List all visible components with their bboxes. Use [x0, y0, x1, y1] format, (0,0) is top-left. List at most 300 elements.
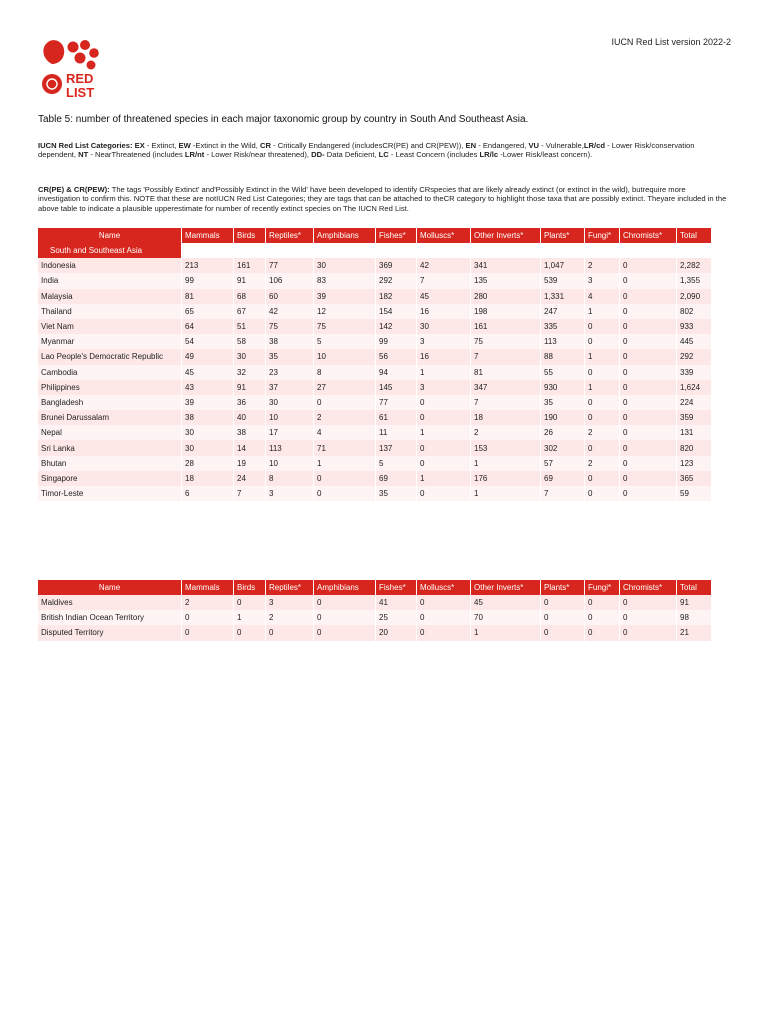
table-cell: 7: [234, 486, 266, 501]
table-cell: 0: [585, 471, 620, 486]
table-cell: 4: [314, 425, 376, 440]
table-cell: 0: [417, 595, 471, 610]
table-cell: 302: [541, 440, 585, 455]
table-cell: 161: [234, 258, 266, 273]
country-name: Timor-Leste: [38, 486, 182, 501]
table-cell: 0: [417, 440, 471, 455]
note-text: - Lower Risk/conservation dependent,: [38, 141, 695, 160]
note-text: -Lower Risk/least concern).: [498, 150, 593, 160]
note-text: Data Deficient,: [324, 150, 379, 160]
country-name: Cambodia: [38, 365, 182, 380]
table-cell: 54: [182, 334, 234, 349]
table-cell: 58: [234, 334, 266, 349]
table-cell: 3: [417, 380, 471, 395]
table-cell: 190: [541, 410, 585, 425]
table-cell: 30: [182, 440, 234, 455]
column-header: Birds: [234, 228, 266, 243]
table-cell: 2: [585, 456, 620, 471]
table-cell: 81: [471, 365, 541, 380]
note-text: - NearThreatened (includes: [88, 150, 185, 160]
table-cell: 75: [471, 334, 541, 349]
table-cell: 2,282: [677, 258, 711, 273]
table-cell: 0: [585, 395, 620, 410]
table-cell: 365: [677, 471, 711, 486]
table-cell: 137: [376, 440, 417, 455]
table-cell: 1: [585, 304, 620, 319]
table-cell: 0: [620, 486, 677, 501]
table-cell: 1: [417, 471, 471, 486]
table-cell: 0: [620, 625, 677, 640]
table-cell: 60: [266, 289, 314, 304]
table-cell: 113: [541, 334, 585, 349]
table-cell: 0: [620, 610, 677, 625]
table-cell: 91: [234, 273, 266, 288]
table-row: [38, 273, 711, 288]
table-cell: 38: [234, 425, 266, 440]
table-cell: 2,090: [677, 289, 711, 304]
table-cell: 2: [266, 610, 314, 625]
table-cell: 292: [677, 349, 711, 364]
country-name: Singapore: [38, 471, 182, 486]
table-cell: 0: [585, 625, 620, 640]
table-cell: 142: [376, 319, 417, 334]
column-header: Name: [38, 580, 182, 595]
table-body: [38, 595, 711, 641]
table-cell: 0: [620, 334, 677, 349]
table-cell: 2: [585, 258, 620, 273]
table-cell: 2: [585, 425, 620, 440]
table-cell: 2: [314, 410, 376, 425]
table-cell: 61: [376, 410, 417, 425]
country-name: Thailand: [38, 304, 182, 319]
country-name: Malaysia: [38, 289, 182, 304]
table-cell: 30: [266, 395, 314, 410]
note-ex: EX: [134, 141, 145, 150]
table-cell: 182: [376, 289, 417, 304]
table-row: [38, 456, 711, 471]
table-row: [38, 486, 711, 501]
table-cell: 198: [471, 304, 541, 319]
table-cell: 0: [234, 625, 266, 640]
table-cell: 0: [314, 471, 376, 486]
note-text: - Lower Risk/near threatened),: [204, 150, 312, 160]
table-cell: 0: [182, 625, 234, 640]
table-row: [38, 625, 711, 640]
table-cell: 0: [417, 456, 471, 471]
note-text: - Least Concern (includes: [388, 150, 480, 160]
table-cell: 1: [471, 456, 541, 471]
table-cell: 27: [314, 380, 376, 395]
table-cell: 30: [234, 349, 266, 364]
logo-text-red: RED: [66, 71, 94, 86]
table-cell: 0: [585, 486, 620, 501]
table-cell: 75: [266, 319, 314, 334]
table-cell: 18: [471, 410, 541, 425]
note-lrcd: LR/cd: [583, 141, 605, 150]
table-cell: 10: [266, 410, 314, 425]
note-lrnt: LR/nt: [184, 150, 205, 160]
table-cell: 1,624: [677, 380, 711, 395]
table-cell: 3: [266, 486, 314, 501]
table-cell: 0: [234, 595, 266, 610]
page-title: Table 5: number of threatened species in each major taxonomic group by country in South And Southeast Asia.: [38, 114, 529, 125]
note-lead: IUCN Red List Categories:: [38, 141, 133, 150]
note-dd: DD-: [311, 150, 325, 160]
table-cell: 1: [585, 380, 620, 395]
table-cell: 99: [376, 334, 417, 349]
table-cell: 0: [620, 471, 677, 486]
table-row: [38, 410, 711, 425]
table-cell: 42: [417, 258, 471, 273]
version-label: IUCN Red List version 2022-2: [611, 37, 731, 47]
table-row: [38, 425, 711, 440]
column-header: Total: [677, 228, 711, 243]
table-cell: 36: [234, 395, 266, 410]
table-cell: 5: [314, 334, 376, 349]
table-row: [38, 595, 711, 610]
table-cell: 91: [677, 595, 711, 610]
column-header: Fungi*: [585, 228, 620, 243]
country-name: Nepal: [38, 425, 182, 440]
table-row: [38, 304, 711, 319]
column-header: Molluscs*: [417, 580, 471, 595]
table-cell: 247: [541, 304, 585, 319]
group-label: South and Southeast Asia: [38, 243, 182, 258]
note-lrlc: LR/lc: [479, 150, 499, 160]
country-name: Bangladesh: [38, 395, 182, 410]
table-cell: 35: [541, 395, 585, 410]
table-cell: 0: [620, 349, 677, 364]
table-cell: 0: [620, 425, 677, 440]
table-cell: 0: [314, 486, 376, 501]
country-name: Sri Lanka: [38, 440, 182, 455]
table-row: [38, 380, 711, 395]
table-cell: 3: [266, 595, 314, 610]
table-cell: 83: [314, 273, 376, 288]
table-cell: 0: [541, 595, 585, 610]
table-cell: 0: [620, 289, 677, 304]
table-cell: 0: [314, 625, 376, 640]
table-cell: 69: [376, 471, 417, 486]
column-header: Fishes*: [376, 580, 417, 595]
threatened-species-table: [38, 228, 711, 501]
table-cell: 41: [376, 595, 417, 610]
table-cell: 1,331: [541, 289, 585, 304]
table-row: [38, 334, 711, 349]
table-row: [38, 365, 711, 380]
table-cell: 10: [266, 456, 314, 471]
table-cell: 19: [234, 456, 266, 471]
table-cell: 38: [266, 334, 314, 349]
column-header: Molluscs*: [417, 228, 471, 243]
table-cell: 35: [376, 486, 417, 501]
table-cell: 23: [266, 365, 314, 380]
table-cell: 1,355: [677, 273, 711, 288]
table-cell: 1: [234, 610, 266, 625]
table-cell: 81: [182, 289, 234, 304]
table-cell: 224: [677, 395, 711, 410]
table-cell: 77: [266, 258, 314, 273]
table-row: [38, 258, 711, 273]
table-cell: 18: [182, 471, 234, 486]
table-cell: 17: [266, 425, 314, 440]
table-cell: 213: [182, 258, 234, 273]
table-row: [38, 395, 711, 410]
table-cell: 56: [376, 349, 417, 364]
table-cell: 145: [376, 380, 417, 395]
table-cell: 30: [417, 319, 471, 334]
table-cell: 106: [266, 273, 314, 288]
table-cell: 45: [182, 365, 234, 380]
table-header-row: [38, 228, 711, 243]
table-cell: 161: [471, 319, 541, 334]
table-cell: 0: [620, 273, 677, 288]
table-cell: 24: [234, 471, 266, 486]
note-text: - Vulnerable,: [539, 141, 584, 150]
table-cell: 0: [620, 440, 677, 455]
note-text: - Endangered,: [476, 141, 529, 150]
table-cell: 1: [417, 425, 471, 440]
table-cell: 0: [417, 625, 471, 640]
table-cell: 12: [314, 304, 376, 319]
table-cell: 45: [417, 289, 471, 304]
column-header: Fungi*: [585, 580, 620, 595]
table-cell: 335: [541, 319, 585, 334]
table-cell: 7: [541, 486, 585, 501]
table-cell: 135: [471, 273, 541, 288]
table-cell: 0: [620, 365, 677, 380]
table-cell: 4: [585, 289, 620, 304]
table-cell: 32: [234, 365, 266, 380]
table-cell: 77: [376, 395, 417, 410]
table-cell: 123: [677, 456, 711, 471]
table-cell: 65: [182, 304, 234, 319]
table-cell: 0: [585, 334, 620, 349]
table-cell: 40: [234, 410, 266, 425]
column-header: Mammals: [182, 228, 234, 243]
table-cell: 933: [677, 319, 711, 334]
table-cell: 341: [471, 258, 541, 273]
table-cell: 176: [471, 471, 541, 486]
note-text: - Extinct,: [144, 141, 179, 150]
country-name: Indonesia: [38, 258, 182, 273]
table-cell: 39: [182, 395, 234, 410]
table-cell: 0: [620, 258, 677, 273]
column-header: Amphibians: [314, 580, 376, 595]
country-name: Philippines: [38, 380, 182, 395]
country-name: Viet Nam: [38, 319, 182, 334]
table-row: [38, 319, 711, 334]
table-row: [38, 610, 711, 625]
table-cell: 99: [182, 273, 234, 288]
table-cell: 0: [620, 410, 677, 425]
table-cell: 51: [234, 319, 266, 334]
note-cr: CR: [260, 141, 271, 150]
table-cell: 0: [620, 595, 677, 610]
table-cell: 39: [314, 289, 376, 304]
table-cell: 75: [314, 319, 376, 334]
table-cell: 25: [376, 610, 417, 625]
table-cell: 0: [585, 595, 620, 610]
table-cell: 30: [182, 425, 234, 440]
table-cell: 57: [541, 456, 585, 471]
table-cell: 1: [314, 456, 376, 471]
table-cell: 91: [234, 380, 266, 395]
table-cell: 35: [266, 349, 314, 364]
table-cell: 16: [417, 349, 471, 364]
table-cell: 2: [182, 595, 234, 610]
table-cell: 0: [417, 410, 471, 425]
country-name: Myanmar: [38, 334, 182, 349]
table-cell: 67: [234, 304, 266, 319]
country-name: Bhutan: [38, 456, 182, 471]
table-cell: 292: [376, 273, 417, 288]
table-cell: 69: [541, 471, 585, 486]
table-cell: 5: [376, 456, 417, 471]
table-cell: 64: [182, 319, 234, 334]
table-cell: 7: [471, 349, 541, 364]
column-header: Chromists*: [620, 580, 677, 595]
cr-pe-note: [38, 185, 728, 213]
logo-text-list: LIST: [66, 85, 95, 100]
table-cell: 339: [677, 365, 711, 380]
country-name: Brunei Darussalam: [38, 410, 182, 425]
table-cell: 37: [266, 380, 314, 395]
column-header: Chromists*: [620, 228, 677, 243]
iucn-red-list-logo: [38, 38, 102, 102]
note-vu: VU: [528, 141, 539, 150]
table-cell: 43: [182, 380, 234, 395]
table-cell: 0: [541, 610, 585, 625]
table-header-row: [38, 580, 711, 595]
column-header: Other Inverts*: [471, 228, 541, 243]
column-header: Fishes*: [376, 228, 417, 243]
column-header: Birds: [234, 580, 266, 595]
country-name: British Indian Ocean Territory: [38, 610, 182, 625]
table-cell: 0: [620, 456, 677, 471]
column-header: Reptiles*: [266, 228, 314, 243]
country-name: India: [38, 273, 182, 288]
table-cell: 28: [182, 456, 234, 471]
table-cell: 0: [585, 610, 620, 625]
country-name: Maldives: [38, 595, 182, 610]
table-cell: 16: [417, 304, 471, 319]
table-cell: 0: [585, 440, 620, 455]
group-spacer: [182, 243, 711, 258]
table-cell: 0: [314, 610, 376, 625]
table-cell: 1,047: [541, 258, 585, 273]
column-header: Name: [38, 228, 182, 243]
table-cell: 539: [541, 273, 585, 288]
column-header: Plants*: [541, 580, 585, 595]
table-cell: 0: [266, 625, 314, 640]
table-cell: 0: [585, 365, 620, 380]
table-cell: 21: [677, 625, 711, 640]
table-cell: 14: [234, 440, 266, 455]
table-cell: 445: [677, 334, 711, 349]
cr-note-lead: CR(PE) & CR(PEW):: [38, 185, 110, 194]
table-row: [38, 440, 711, 455]
note-en: EN: [465, 141, 477, 150]
table-cell: 153: [471, 440, 541, 455]
table-cell: 1: [471, 486, 541, 501]
table-cell: 10: [314, 349, 376, 364]
table-cell: 0: [314, 395, 376, 410]
table-cell: 3: [585, 273, 620, 288]
table-cell: 11: [376, 425, 417, 440]
table-cell: 71: [314, 440, 376, 455]
column-header: Other Inverts*: [471, 580, 541, 595]
note-nt: NT: [78, 150, 89, 160]
table-cell: 0: [620, 319, 677, 334]
table-row: [38, 471, 711, 486]
table-cell: 0: [585, 319, 620, 334]
column-header: Reptiles*: [266, 580, 314, 595]
column-header: Total: [677, 580, 711, 595]
table-cell: 45: [471, 595, 541, 610]
column-header: Plants*: [541, 228, 585, 243]
table-cell: 26: [541, 425, 585, 440]
cr-note-text: The tags 'Possibly Extinct' and'Possibly Extinct in the Wild' have been developed to identify CRspecies that are likely already extinct (or extinct in the wild), butrequire more investigation to confirm this. NOTE that these are notIUCN Red List Categories; they are tags that can be attached to theCR category to highlight those taxa that are possibly extinct. Theyare included in the above table to indicate a plausible upperestimate for number of recently extinct species on The IUCN Red List.: [38, 185, 727, 213]
table-cell: 68: [234, 289, 266, 304]
table-cell: 94: [376, 365, 417, 380]
table-cell: 113: [266, 440, 314, 455]
table-cell: 0: [417, 395, 471, 410]
table-cell: 802: [677, 304, 711, 319]
table-cell: 8: [314, 365, 376, 380]
table-cell: 7: [471, 395, 541, 410]
table-cell: 1: [471, 625, 541, 640]
table-body: [38, 243, 711, 501]
table-cell: 820: [677, 440, 711, 455]
table-cell: 0: [417, 486, 471, 501]
country-name: Disputed Territory: [38, 625, 182, 640]
table-cell: 369: [376, 258, 417, 273]
categories-note: [38, 141, 728, 160]
table-cell: 7: [417, 273, 471, 288]
table-cell: 1: [417, 365, 471, 380]
table-cell: 1: [585, 349, 620, 364]
table-cell: 2: [471, 425, 541, 440]
note-ew: EW: [178, 141, 191, 150]
table-cell: 59: [677, 486, 711, 501]
table-cell: 0: [314, 595, 376, 610]
note-text: - Critically Endangered (includesCR(PE) and CR(PEW)),: [270, 141, 466, 150]
table-cell: 49: [182, 349, 234, 364]
table-cell: 0: [541, 625, 585, 640]
table-cell: 70: [471, 610, 541, 625]
other-territories-table: [38, 580, 711, 641]
table-cell: 8: [266, 471, 314, 486]
table-cell: 0: [620, 395, 677, 410]
table-cell: 280: [471, 289, 541, 304]
table-row: [38, 289, 711, 304]
table-cell: 930: [541, 380, 585, 395]
table-cell: 42: [266, 304, 314, 319]
note-text: -Extinct in the Wild,: [190, 141, 260, 150]
table-cell: 3: [417, 334, 471, 349]
table-cell: 0: [417, 610, 471, 625]
table-cell: 88: [541, 349, 585, 364]
table-cell: 154: [376, 304, 417, 319]
table-cell: 131: [677, 425, 711, 440]
table-cell: 55: [541, 365, 585, 380]
table-cell: 347: [471, 380, 541, 395]
table-cell: 0: [620, 380, 677, 395]
table-row: [38, 349, 711, 364]
note-lc: LC: [378, 150, 389, 160]
table-cell: 38: [182, 410, 234, 425]
